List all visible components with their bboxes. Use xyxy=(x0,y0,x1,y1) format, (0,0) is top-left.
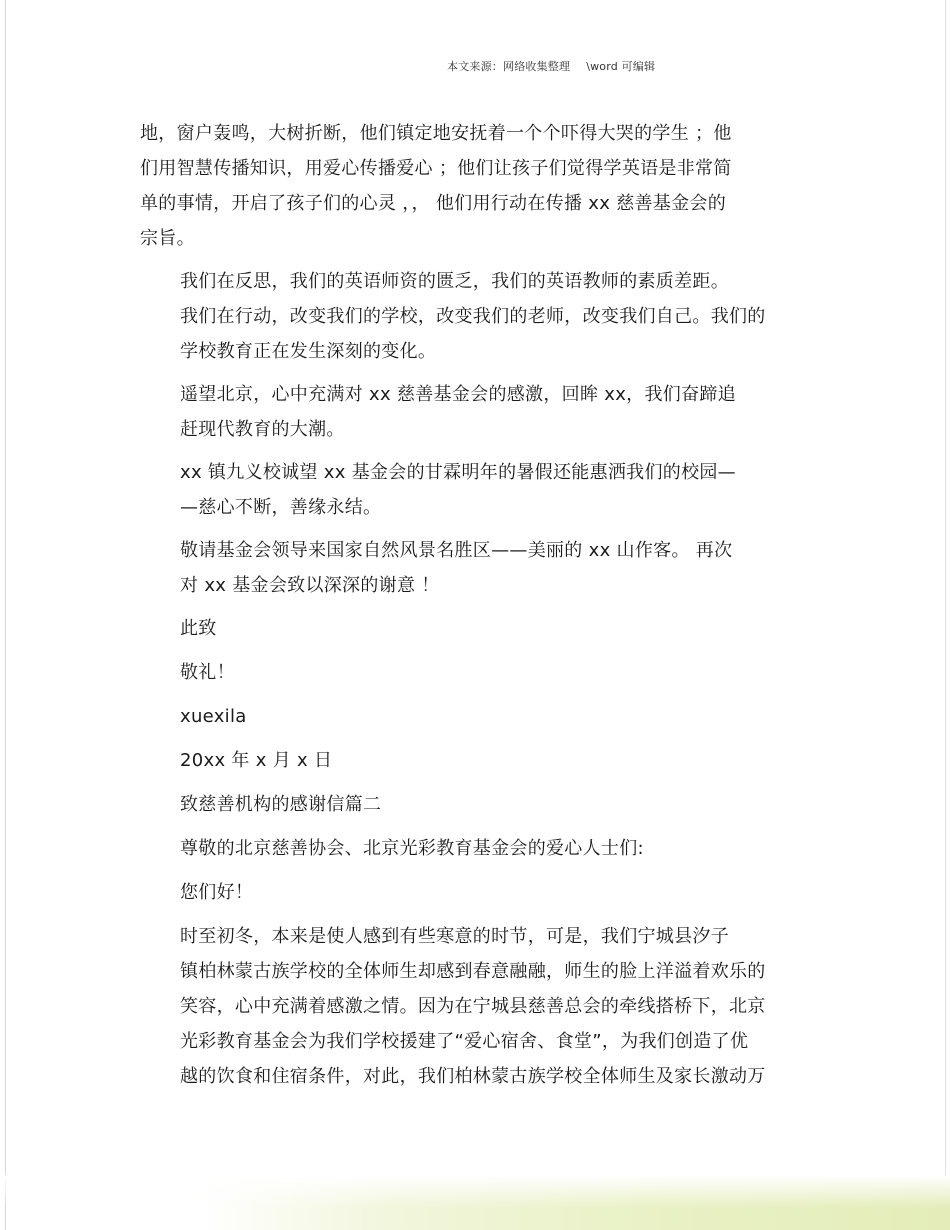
paragraph-hope: xx 镇九义校诚望 xx 基金会的甘霖明年的暑假还能惠洒我们的校园— —慈心不断，善缘永结。 xyxy=(180,462,736,518)
hello-line: 您们好！ xyxy=(180,882,254,903)
signature: xuexila xyxy=(180,706,247,727)
paragraph-winter: 时至初冬，本来是使人感到有些寒意的时节，可是，我们宁城县汐子 镇柏林蒙古族学校的全体师生却感到春意融融，师生的脸上洋溢着欢乐的 笑容，心中充满着感激之情。因为在宁城县慈善总会的牵线搭桥下，北京 光彩教育基金会为我们学校援建了“爱心宿舍、食堂”，为我们创造了优 越的饮食和住宿条件，对此，我们柏林蒙古族学校全体师生及家长激动万 xyxy=(180,926,766,1087)
paragraph-invitation: 敬请基金会领导来国家自然风景名胜区——美丽的 xx 山作客。 再次 对 xx 基金会致以深深的谢意 ！ xyxy=(180,540,733,596)
date-line: 20xx 年 x 月 x 日 xyxy=(180,750,333,771)
paragraph-reflection: 我们在反思，我们的英语师资的匮乏，我们的英语教师的素质差距。 我们在行动，改变我们的学校，改变我们的老师，改变我们自己。我们的 学校教育正在发生深刻的变化。 xyxy=(180,271,766,362)
paragraph-gratitude: 遥望北京，心中充满对 xx 慈善基金会的感激，回眸 xx，我们奋蹄追 赶现代教育的大潮。 xyxy=(180,384,736,440)
paragraph-continuation: 地，窗户轰鸣，大树折断，他们镇定地安抚着一个个吓得大哭的学生 ；他 们用智慧传播知识，用爱心传播爱心 ；他们让孩子们觉得学英语是非常简 单的事情，开启了孩子们的心灵 ，， 他们用行动在传播 xx 慈善基金会的 宗旨。 xyxy=(140,123,732,249)
recipient-greeting: 尊敬的北京慈善协会、北京光彩教育基金会的爱心人士们: xyxy=(180,838,644,859)
bottom-decorative-fade xyxy=(0,1175,950,1230)
closing-salutation: 此致 xyxy=(180,618,217,639)
page-left-edge xyxy=(5,0,6,1230)
header-source-note xyxy=(447,58,655,74)
closing-regards: 敬礼！ xyxy=(180,662,235,683)
header-source-text: 本文来源：网络收集整理 xyxy=(447,60,571,73)
section-title: 致慈善机构的感谢信篇二 xyxy=(180,794,382,815)
letter-body xyxy=(140,116,820,1102)
header-editable-text: \word 可编辑 xyxy=(586,60,656,73)
page-right-edge xyxy=(945,0,946,1230)
